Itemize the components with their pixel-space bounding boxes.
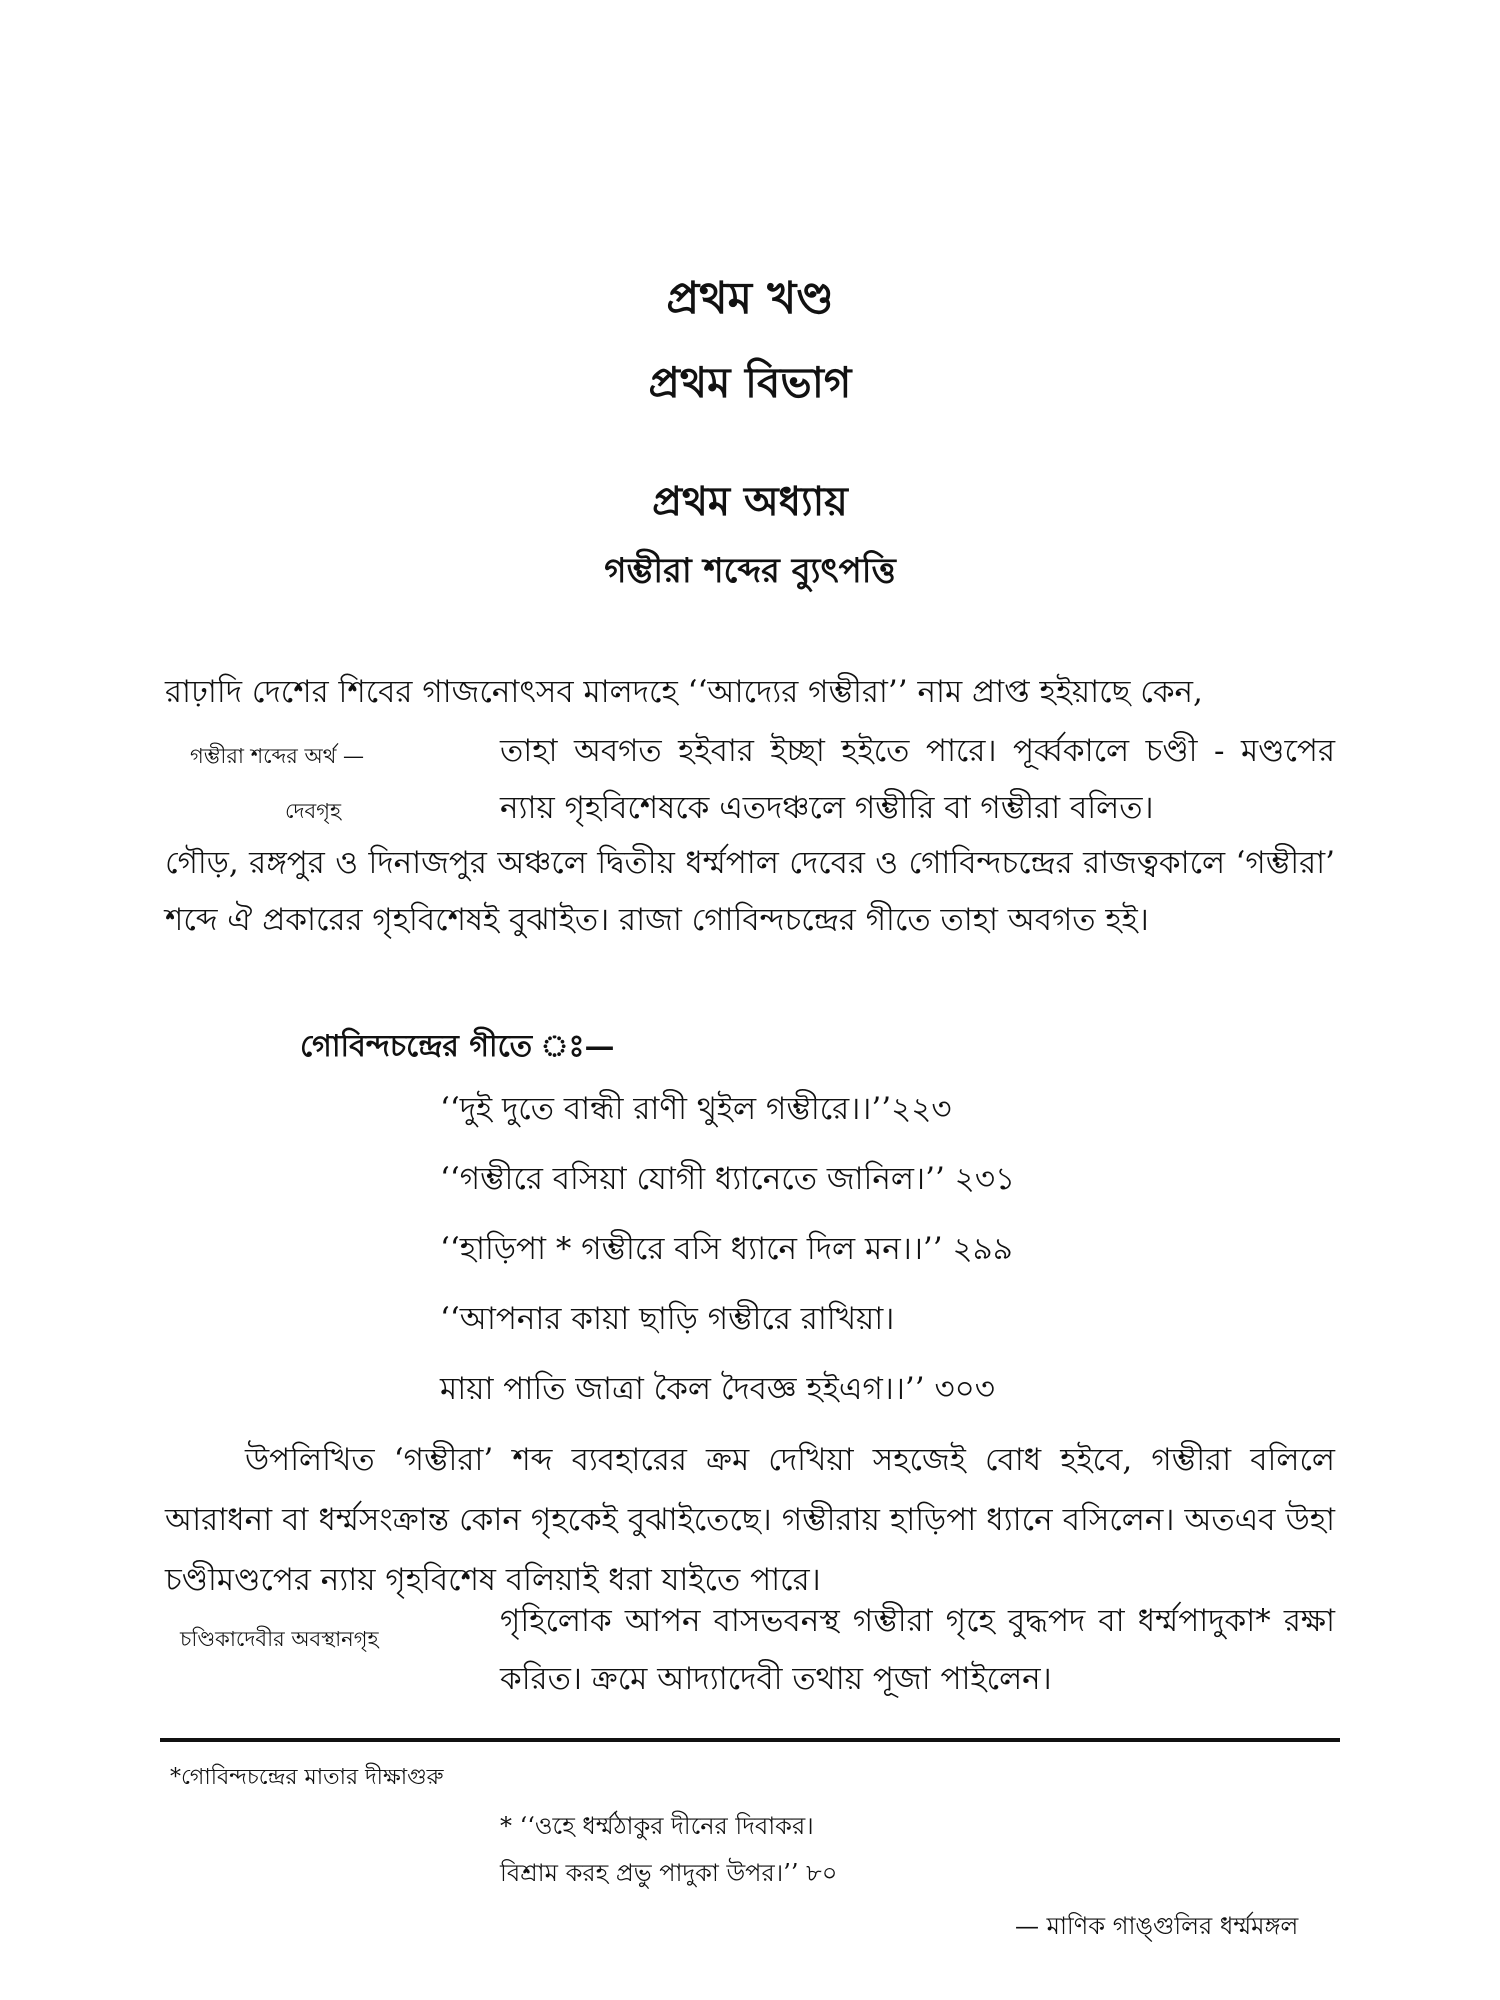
paragraph-3: গৃহিলোক আপন বাসভবনস্থ গম্ভীরা গৃহে বুদ্ধপদ বা ধর্ম্মপাদুকা* রক্ষা করিত। ক্রমে আদ্যাদেবী তথায় পূজা পাইলেন। <box>500 1603 1335 1697</box>
paragraph-2: উপলিখিত ‘গম্ভীরা’ শব্দ ব্যবহারের ক্রম দেখিয়া সহজেই বোধ হইবে, গম্ভীরা বলিলে আরাধনা বা ধর্ম্মসংক্রান্ত কোন গৃহকেই বুঝাইতেছে। গম্ভীরায় হাড়িপা ধ্যানে বসিলেন। অতএব উহা চণ্ডীমণ্ডপের ন্যায় গৃহবিশেষ বলিয়াই ধরা যাইতে পারে। <box>165 1442 1335 1598</box>
side-note-devagriha: দেবগৃহ <box>285 799 342 823</box>
part-heading: প্রথম খণ্ড <box>666 273 834 324</box>
verse-line: ‘‘দুই দুতে বান্ধী রাণী থুইল গম্ভীরে।।’’২২৩ <box>440 1091 952 1127</box>
chapter-subtitle: গম্ভীরা শব্দের ব্যুৎপত্তি <box>604 551 896 591</box>
paragraph-1-first-line: রাঢ়াদি দেশের শিবের গাজনোৎসব মালদহে ‘‘আদ্যের গম্ভীরা’’ নাম প্রাপ্ত হইয়াছে কেন, <box>165 674 1203 710</box>
paragraph-1-rest: গৌড়, রঙ্গপুর ও দিনাজপুর অঞ্চলে দ্বিতীয় ধর্ম্মপাল দেবের ও গোবিন্দচন্দ্রের রাজত্বকালে ‘গম্ভীরা’ শব্দে ঐ প্রকারের গৃহবিশেষই বুঝাইত। রাজা গোবিন্দচন্দ্রের গীতে তাহা অবগত হই। <box>165 845 1335 938</box>
footnote-divider <box>160 1738 1340 1742</box>
verse-line: ‘‘গম্ভীরে বসিয়া যোগী ধ্যানেতে জানিল।’’ ২৩১ <box>440 1161 1016 1197</box>
side-note-chandika: চণ্ডিকাদেবীর অবস্থানগৃহ <box>180 1627 379 1651</box>
verse-line: ‘‘হাড়িপা * গম্ভীরে বসি ধ্যানে দিল মন।।’’ ২৯৯ <box>440 1231 1013 1267</box>
side-note-meaning: গম্ভীরা শব্দের অর্থ — <box>190 744 364 768</box>
footnote-1: *গোবিন্দচন্দ্রের মাতার দীক্ষাগুরু <box>170 1765 444 1790</box>
verse-line: ‘‘আপনার কায়া ছাড়ি গম্ভীরে রাখিয়া। <box>440 1301 895 1337</box>
song-intro: গোবিন্দচন্দ্রের গীতে ঃ— <box>300 1029 615 1064</box>
footnote-quote-line-1: * ‘‘ওহে ধর্ম্মঠাকুর দীনের দিবাকর। <box>500 1812 814 1840</box>
verse-line: মায়া পাতি জাত্রা কৈল দৈবজ্ঞ হইএগ।।’’ ৩০৩ <box>440 1371 995 1407</box>
division-heading: প্রথম বিভাগ <box>648 358 852 407</box>
footnote-quote-line-2: বিশ্রাম করহ প্রভু পাদুকা উপর।’’ ৮০ <box>500 1859 838 1887</box>
footnote-attribution: — মাণিক গাঙ্গুলির ধর্ম্মমঙ্গল <box>1015 1912 1299 1940</box>
paragraph-1-beside-note: তাহা অবগত হইবার ইচ্ছা হইতে পারে। পূর্ব্বকালে চণ্ডী - মণ্ডপের ন্যায় গৃহবিশেষকে এতদঞ্চলে গম্ভীরি বা গম্ভীরা বলিত। <box>500 733 1335 826</box>
chapter-heading: প্রথম অধ্যায় <box>652 478 848 525</box>
